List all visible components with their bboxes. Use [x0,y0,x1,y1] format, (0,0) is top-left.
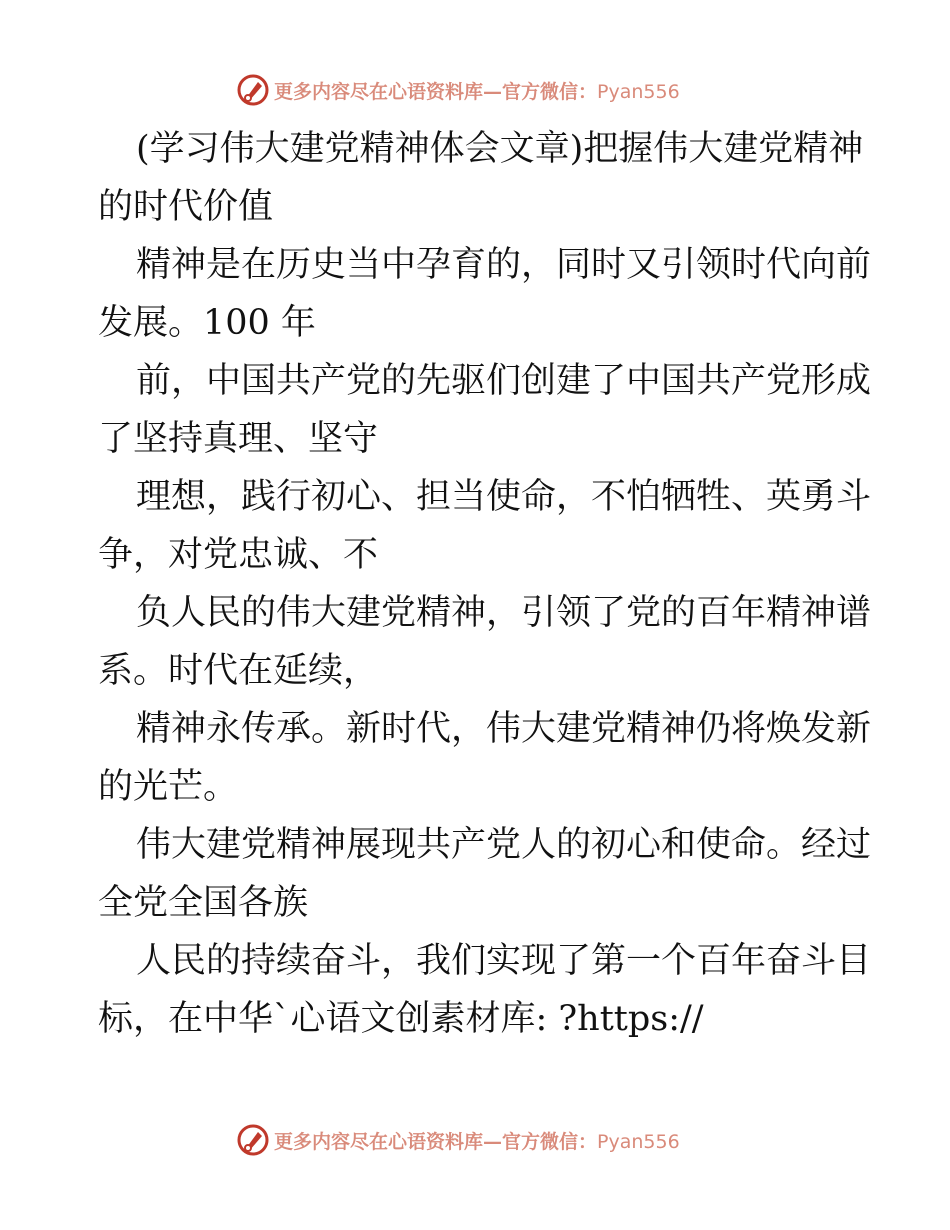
article-body [98,120,872,1048]
footer-banner [236,1120,716,1160]
article-line: 系。时代在延续， [98,651,379,691]
banner-wechat-label: 官方微信： [502,1130,598,1153]
article-line: 精神永传承。新时代，伟大建党精神仍将焕发新 [136,709,872,749]
article-line: 标，在中华`心语文创素材库: ?https:// [98,999,704,1039]
banner-wechat-label: 官方微信： [502,80,598,103]
article-line: 全党全国各族 [98,883,309,923]
pen-nib-logo-icon [236,1123,270,1157]
article-line: 的时代价值 [98,187,274,227]
header-banner-text [274,77,680,104]
header-banner [236,70,716,110]
article-line: 争，对党忠诚、不 [98,535,379,575]
article-line: 的光芒。 [98,767,239,807]
article-line: 理想，践行初心、担当使命，不怕牺牲、英勇斗 [136,477,872,517]
banner-account: Pyan556 [597,1130,680,1153]
footer-banner-text [274,1127,680,1154]
banner-title: 更多内容尽在心语资料库 [274,1130,484,1153]
article-line: 伟大建党精神展现共产党人的初心和使命。经过 [136,825,872,865]
pen-nib-logo-icon [236,73,270,107]
article-line: 精神是在历史当中孕育的，同时又引领时代向前 [136,245,872,285]
banner-title: 更多内容尽在心语资料库 [274,80,484,103]
banner-dash: — [483,1130,503,1153]
article-line: 负人民的伟大建党精神，引领了党的百年精神谱 [136,593,872,633]
article-line: 前，中国共产党的先驱们创建了中国共产党形成 [136,361,872,401]
banner-account: Pyan556 [597,80,680,103]
article-line: 发展。100 年 [98,303,316,343]
article-line: (学习伟大建党精神体会文章)把握伟大建党精神 [136,129,864,169]
article-line: 人民的持续奋斗，我们实现了第一个百年奋斗目 [136,941,872,981]
banner-dash: — [483,80,503,103]
article-line: 了坚持真理、坚守 [98,419,379,459]
